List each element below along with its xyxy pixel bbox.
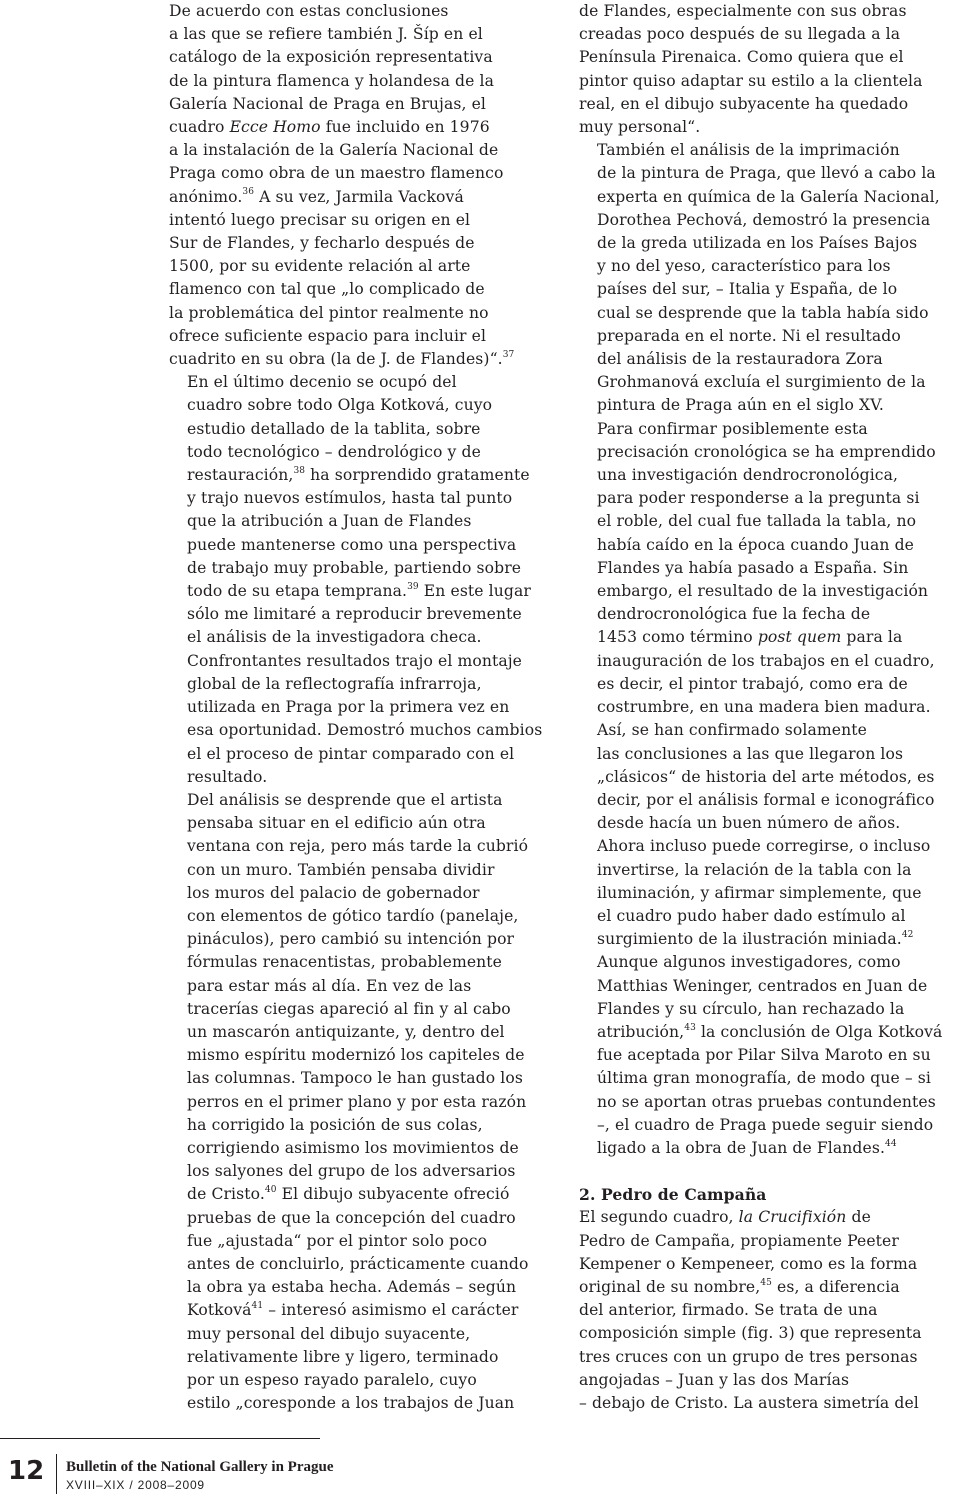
- text-line: Kempener o Kempeneer, como es la forma: [579, 1254, 918, 1273]
- text-line: desde hacía un buen número de años.: [597, 814, 901, 833]
- text-line: corrigiendo asimismo los movimientos de: [187, 1138, 519, 1157]
- text-line: el cuadro pudo haber dado estímulo al: [597, 906, 906, 925]
- text-line: las columnas. Tampoco le han gustado los: [187, 1069, 523, 1088]
- text-line: precisación cronológica se ha emprendido: [597, 442, 936, 461]
- text-line: invertirse, la relación de la tabla con la: [597, 860, 912, 879]
- text-line: relativamente libre y ligero, terminado: [187, 1347, 499, 1366]
- text-line: „clásicos“ de historia del arte métodos, es: [597, 767, 935, 786]
- text-line: costrumbre, en una madera bien madura.: [597, 698, 931, 717]
- text-line: cuadrito en su obra (la de J. de Flandes)“.$^{37}$: [169, 349, 515, 369]
- paragraph: [169, 0, 554, 371]
- text-line: de Cristo.$^{40}$ El dibujo subyacente ofreció: [187, 1185, 510, 1204]
- text-line: preparada en el norte. Ni el resultado: [597, 326, 901, 345]
- text-line: Dorothea Pechová, demostró la presencia: [597, 210, 931, 229]
- text-line: fue „ajustada“ por el pintor solo poco: [187, 1231, 488, 1250]
- text-line: Pedro de Campaña, propiamente Peeter: [579, 1231, 899, 1250]
- text-line: real, en el dibujo subyacente ha quedado: [579, 94, 909, 113]
- text-line: la problemática del pintor realmente no: [169, 303, 489, 322]
- text-line: creadas poco después de su llegada a la: [579, 25, 901, 44]
- text-line: embargo, el resultado de la investigación: [597, 582, 929, 601]
- text-line: las conclusiones a las que llegaron los: [597, 744, 904, 763]
- text-line: del anterior, firmado. Se trata de una: [579, 1301, 878, 1320]
- text-line: Flandes y su círculo, han rechazado la: [597, 999, 905, 1018]
- text-line: del análisis de la restauradora Zora: [597, 350, 883, 369]
- text-line: todo de su etapa temprana.$^{39}$ En este lugar: [187, 581, 531, 601]
- text-line: y no del yeso, característico para los: [597, 257, 891, 276]
- text-line: experta en química de la Galería Nacional,: [597, 187, 940, 206]
- text-line: con elementos de gótico tardío (panelaje,: [187, 906, 519, 925]
- text-line: por un espeso rayado paralelo, cuyo: [187, 1370, 477, 1389]
- right-text-column: [579, 0, 959, 1415]
- text-line: que la atribución a Juan de Flandes: [187, 512, 472, 531]
- text-line: ligado a la obra de Juan de Flandes.$^{44}$: [597, 1138, 897, 1157]
- text-line: pensaba situar en el edificio aún otra: [187, 814, 486, 833]
- paragraph: [169, 371, 554, 789]
- text-line: estilo „coresponde a los trabajos de Juan: [187, 1394, 515, 1413]
- text-line: resultado.: [187, 767, 268, 786]
- text-line: 1453 como término post quem para la: [597, 628, 903, 647]
- text-line: dendrocronológica fue la fecha de: [597, 605, 871, 624]
- text-line: el análisis de la investigadora checa.: [187, 628, 482, 647]
- paragraph: [169, 789, 554, 1415]
- text-line: para poder responderse a la pregunta si: [597, 489, 920, 508]
- section-spacer: [579, 1160, 959, 1183]
- text-line: cual se desprende que la tabla había sido: [597, 303, 929, 322]
- text-line: países del sur, – Italia y España, de lo: [597, 280, 898, 299]
- journal-title: Bulletin of the National Gallery in Prague: [66, 1459, 334, 1475]
- text-line: puede mantenerse como una perspectiva: [187, 535, 517, 554]
- text-line: inauguración de los trabajos en el cuadro,: [597, 651, 935, 670]
- text-line: no se aportan otras pruebas contundentes: [597, 1092, 936, 1111]
- text-line: de la greda utilizada en los Países Bajos: [597, 234, 918, 253]
- paragraph: [579, 139, 959, 417]
- footer-rule: [0, 1438, 320, 1439]
- text-line: tracerías ciegas apareció al fin y al cabo: [187, 999, 511, 1018]
- text-line: todo tecnológico – dendrológico y de: [187, 442, 481, 461]
- text-line: – debajo de Cristo. La austera simetría del: [579, 1393, 919, 1412]
- text-line: Para confirmar posiblemente esta: [597, 419, 868, 438]
- text-line: Ahora incluso puede corregirse, o incluso: [597, 837, 931, 856]
- text-line: intentó luego precisar su origen en el: [169, 210, 471, 229]
- text-line: Del análisis se desprende que el artista: [187, 790, 503, 809]
- text-line: a la instalación de la Galería Nacional de: [169, 141, 499, 160]
- text-line: sólo me limitaré a reproducir brevemente: [187, 605, 522, 624]
- text-line: a las que se refiere también J. Šíp en el: [169, 25, 483, 44]
- text-line: Grohmanová excluía el surgimiento de la: [597, 373, 926, 392]
- text-line: estudio detallado de la tablita, sobre: [187, 419, 481, 438]
- text-line: el roble, del cual fue tallada la tabla, no: [597, 512, 917, 531]
- text-line: los salyones del grupo de los adversarios: [187, 1162, 516, 1181]
- text-line: ventana con reja, pero más tarde la cubrió: [187, 837, 529, 856]
- text-line: catálogo de la exposición representativa: [169, 48, 493, 67]
- text-line: para estar más al día. En vez de las: [187, 976, 472, 995]
- left-text-column: [169, 0, 554, 1415]
- text-line: En el último decenio se ocupó del: [187, 373, 457, 392]
- text-line: Así, se han confirmado solamente: [597, 721, 867, 740]
- text-line: la obra ya estaba hecha. Además – según: [187, 1278, 517, 1297]
- text-line: una investigación dendrocronológica,: [597, 466, 899, 485]
- text-line: fue aceptada por Pilar Silva Maroto en su: [597, 1046, 931, 1065]
- text-line: utilizada en Praga por la primera vez en: [187, 698, 510, 717]
- text-line: Galería Nacional de Praga en Brujas, el: [169, 94, 486, 113]
- text-line: de la pintura flamenca y holandesa de la: [169, 71, 494, 90]
- text-line: el el proceso de pintar comparado con el: [187, 744, 515, 763]
- text-line: surgimiento de la ilustración miniada.$^{42}$: [597, 929, 914, 949]
- footer-divider: [56, 1454, 57, 1494]
- text-line: El segundo cuadro, la Crucifixión de: [579, 1208, 871, 1227]
- text-line: esa oportunidad. Demostró muchos cambios: [187, 721, 543, 740]
- text-line: composición simple (fig. 3) que representa: [579, 1324, 922, 1343]
- text-line: pruebas de que la concepción del cuadro: [187, 1208, 516, 1227]
- journal-issue: XVIII–XIX / 2008–2009: [66, 1478, 205, 1492]
- section-heading: 2. Pedro de Campaña: [579, 1185, 767, 1205]
- text-line: anónimo.$^{36}$ A su vez, Jarmila Vacková: [169, 187, 464, 206]
- text-line: original de su nombre,$^{45}$ es, a diferencia: [579, 1277, 900, 1296]
- text-line: es decir, el pintor trabajó, como era de: [597, 674, 908, 693]
- text-line: antes de concluirlo, prácticamente cuando: [187, 1254, 529, 1273]
- text-line: pintor quiso adaptar su estilo a la clientela: [579, 71, 923, 90]
- text-line: angojadas – Juan y las dos Marías: [579, 1370, 850, 1389]
- text-line: ha corrigido la posición de sus colas,: [187, 1115, 483, 1134]
- text-line: mismo espíritu modernizó los capiteles de: [187, 1046, 525, 1065]
- text-line: pináculos), pero cambió su intención por: [187, 930, 515, 949]
- paragraph: [579, 1206, 959, 1415]
- text-line: ofrece suficiente espacio para incluir el: [169, 326, 487, 345]
- text-line: perros en el primer plano y por esta razón: [187, 1092, 527, 1111]
- text-line: Confrontantes resultados trajo el montaje: [187, 651, 523, 670]
- text-line: Península Pirenaica. Como quiera que el: [579, 48, 904, 67]
- text-line: con un muro. También pensaba dividir: [187, 860, 495, 879]
- text-line: atribución,$^{43}$ la conclusión de Olga Kotková: [597, 1022, 943, 1041]
- paragraph: [579, 719, 959, 1160]
- text-line: pintura de Praga aún en el siglo XV.: [597, 396, 884, 415]
- text-line: Flandes ya había pasado a España. Sin: [597, 558, 909, 577]
- text-line: Sur de Flandes, y fecharlo después de: [169, 234, 475, 253]
- text-line: flamenco con tal que „lo complicado de: [169, 280, 485, 299]
- text-line: Praga como obra de un maestro flamenco: [169, 164, 504, 183]
- text-line: muy personal del dibujo suyacente,: [187, 1324, 471, 1343]
- text-line: –, el cuadro de Praga puede seguir siendo: [597, 1115, 934, 1134]
- text-line: de trabajo muy probable, partiendo sobre: [187, 558, 522, 577]
- paragraph: [579, 0, 959, 139]
- text-line: global de la reflectografía infrarroja,: [187, 674, 482, 693]
- text-line: de Flandes, especialmente con sus obras: [579, 2, 907, 20]
- text-line: los muros del palacio de gobernador: [187, 883, 480, 902]
- text-line: decir, por el análisis formal e iconográfico: [597, 790, 935, 809]
- text-line: 1500, por su evidente relación al arte: [169, 257, 471, 276]
- text-line: fórmulas renacentistas, probablemente: [187, 953, 503, 972]
- paragraph: [579, 418, 959, 720]
- text-line: de la pintura de Praga, que llevó a cabo la: [597, 164, 936, 183]
- text-line: cuadro Ecce Homo fue incluido en 1976: [169, 118, 490, 137]
- text-line: Kotková$^{41}$ – interesó asimismo el carácter: [187, 1301, 519, 1320]
- text-line: De acuerdo con estas conclusiones: [169, 2, 449, 20]
- text-line: y trajo nuevos estímulos, hasta tal punto: [187, 489, 513, 508]
- text-line: un mascarón antiquizante, y, dentro del: [187, 1022, 505, 1041]
- text-line: restauración,$^{38}$ ha sorprendido gratamente: [187, 465, 530, 485]
- text-line: cuadro sobre todo Olga Kotková, cuyo: [187, 396, 493, 415]
- text-line: También el análisis de la imprimación: [597, 141, 900, 160]
- text-line: muy personal“.: [579, 118, 701, 137]
- text-line: última gran monografía, de modo que – si: [597, 1069, 931, 1088]
- text-line: Aunque algunos investigadores, como: [597, 953, 901, 972]
- text-line: había caído en la época cuando Juan de: [597, 535, 915, 554]
- page-number: 12: [8, 1456, 45, 1486]
- text-line: iluminación, y afirmar simplemente, que: [597, 883, 922, 902]
- text-line: Matthias Weninger, centrados en Juan de: [597, 976, 928, 995]
- text-line: tres cruces con un grupo de tres personas: [579, 1347, 918, 1366]
